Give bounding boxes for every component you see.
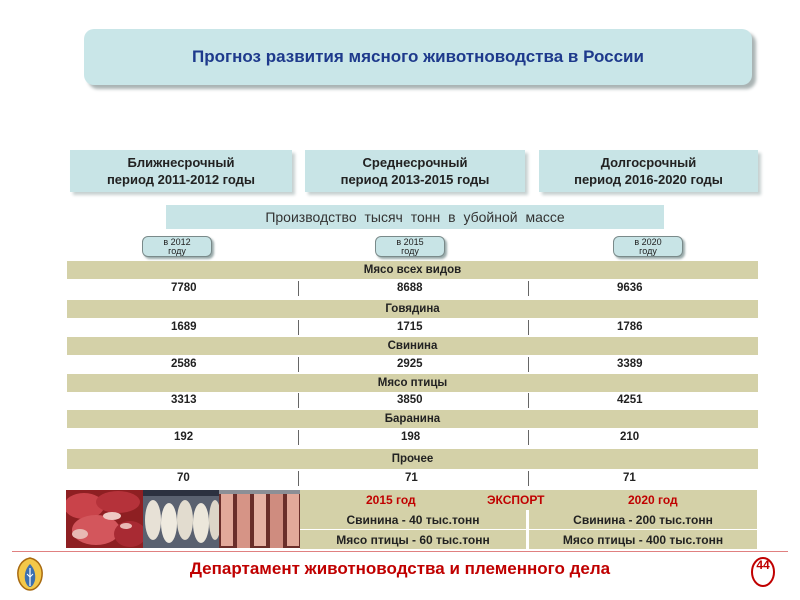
year-pill-2020-suffix: году [639,246,657,256]
meat-cuts-photo [66,490,143,548]
value-2015: 8688 [397,282,423,294]
column-divider [298,320,299,335]
period-mid-term [305,150,525,192]
column-divider [298,471,299,486]
category-other: Прочее [67,449,758,469]
period-mid-term-label: Среднесрочный [362,155,468,170]
value-2012: 192 [174,431,194,443]
year-pill-2012 [142,236,212,257]
value-2020: 71 [623,472,636,484]
year-pill-2012-suffix: году [168,246,186,256]
export-label: ЭКСПОРТ [487,493,545,507]
category-beef: Говядина [67,300,758,318]
column-divider [298,430,299,445]
export-poultry-2015: Мясо птицы - 60 тыс.тонн [300,530,526,549]
production-banner: Производство тысяч тонн в убойной массе [166,205,664,229]
export-pork-2015: Свинина - 40 тыс.тонн [300,510,526,529]
year-pill-2020-year: в 2020 [634,237,662,247]
column-divider [528,471,529,486]
value-2012: 7780 [171,282,197,294]
category-pork: Свинина [67,337,758,355]
value-2012: 1689 [171,321,197,333]
export-pork-2020: Свинина - 200 тыс.тонн [529,510,757,529]
period-short-term-label: Ближнесрочный [127,155,235,170]
period-long-term-years: период 2016-2020 годы [574,172,723,187]
poultry-carcasses-photo [143,490,219,548]
title-banner [84,29,752,85]
value-2012: 70 [177,472,190,484]
period-short-term-years: период 2011-2012 годы [106,172,256,187]
year-pill-2020 [613,236,683,257]
period-short-term [70,150,292,192]
category-mutton: Баранина [67,410,758,428]
export-header [300,490,757,510]
value-2020: 3389 [617,358,643,370]
period-long-term [539,150,758,192]
year-pill-2015-year: в 2015 [396,237,424,247]
table-row [67,279,758,299]
value-2015: 2925 [397,358,423,370]
column-divider [298,357,299,372]
value-2015: 3850 [397,394,423,406]
export-poultry-2020: Мясо птицы - 400 тыс.тонн [529,530,757,549]
page-number: 44 [756,558,770,572]
column-divider [528,430,529,445]
value-2020: 1786 [617,321,643,333]
column-divider [528,281,529,296]
footer-divider [12,551,788,552]
period-long-term-label: Долгосрочный [600,155,697,170]
export-year-left: 2015 год [366,493,416,507]
column-divider [528,357,529,372]
table-row [67,469,758,489]
pork-carcasses-photo [219,490,300,548]
column-divider [528,320,529,335]
department-footer: Департамент животноводства и племенного дела [189,559,611,578]
value-2015: 198 [401,431,421,443]
value-2012: 3313 [171,394,197,406]
year-pill-2012-year: в 2012 [163,237,191,247]
year-pill-2015 [375,236,445,257]
page-title: Прогноз развития мясного животноводства в России [192,47,644,66]
value-2012: 2586 [171,358,197,370]
value-2020: 210 [620,431,640,443]
value-2020: 9636 [617,282,643,294]
category-all-meat: Мясо всех видов [67,261,758,279]
page-number-badge [751,557,775,587]
table-row [67,391,758,411]
table-row [67,318,758,338]
year-pill-2015-suffix: году [401,246,419,256]
period-mid-term-years: период 2013-2015 годы [340,172,490,187]
export-year-right: 2020 год [628,493,678,507]
value-2020: 4251 [617,394,643,406]
ministry-logo-icon [15,556,45,592]
column-divider [298,393,299,408]
category-poultry: Мясо птицы [67,374,758,392]
column-divider [528,393,529,408]
value-2015: 71 [405,472,418,484]
table-row [67,355,758,375]
table-row [67,428,758,448]
value-2015: 1715 [397,321,423,333]
column-divider [298,281,299,296]
